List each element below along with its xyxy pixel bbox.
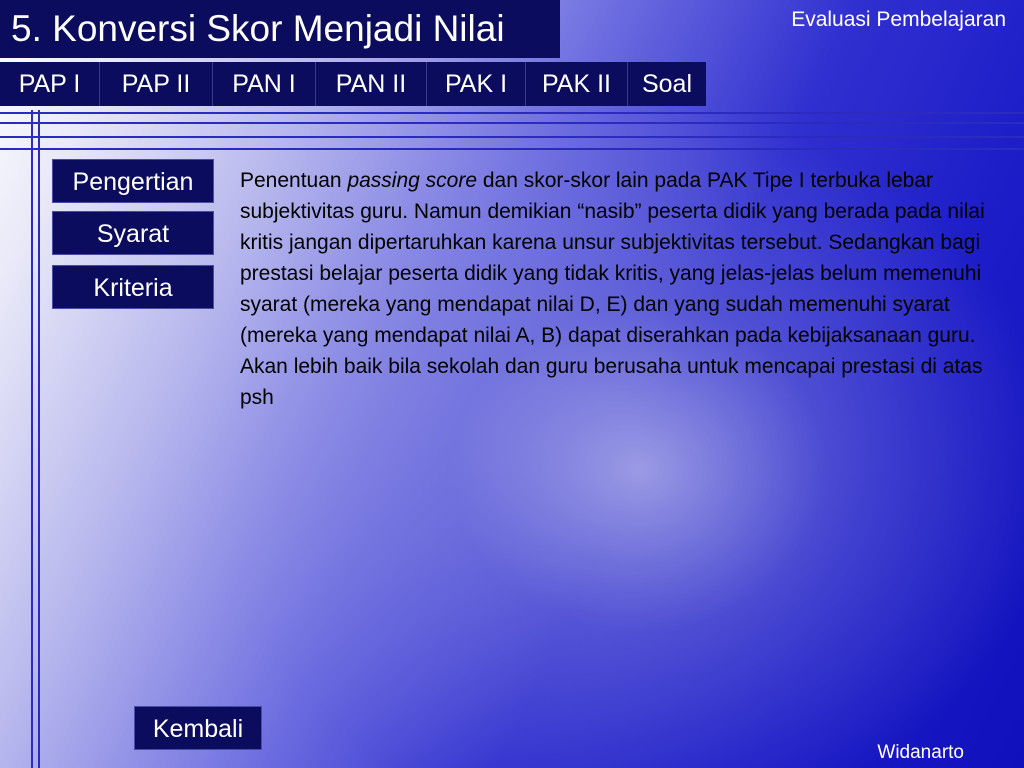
divider-line-vertical [38,110,40,768]
page-title: 5. Konversi Skor Menjadi Nilai [0,0,560,58]
content-body: dan skor-skor lain pada PAK Tipe I terbuka lebar subjektivitas guru. Namun demikian “nasib” peserta didik yang berada pada nilai kritis jangan dipertaruhkan karena unsur subjektivitas tersebut. Sedangkan bagi prestasi belajar peserta didik yang tidak kritis, yang jelas-jelas belum memenuhi syarat (mereka yang mendapat nilai D, E) dan yang sudah memenuhi syarat (mereka yang mendapat nilai A, B) dapat diserahkan pada kebijaksanaan guru. Akan lebih baik bila sekolah dan guru berusaha untuk mencapai prestasi di atas psh [240,169,985,409]
divider-line [0,148,1024,150]
sidebar-item-pengertian[interactable]: Pengertian [52,159,214,203]
content-emphasis: passing score [347,169,478,192]
sidebar-item-syarat[interactable]: Syarat [52,211,214,255]
divider-line-vertical [31,110,33,768]
tab-pak-1[interactable]: PAK I [427,62,526,106]
tab-pap-2[interactable]: PAP II [100,62,213,106]
tab-soal[interactable]: Soal [641,70,693,98]
divider-line [0,112,1024,114]
tab-pak-2[interactable]: PAK II [526,62,628,106]
author-label: Widanarto [877,742,964,763]
course-title: Evaluasi Pembelajaran [791,8,1006,31]
divider-line [0,122,1024,124]
tab-pap-1[interactable]: PAP I [0,62,100,106]
content-prefix: Penentuan [240,169,348,192]
divider-line [0,136,1024,138]
content-paragraph [240,165,1000,413]
back-button[interactable]: Kembali [134,706,262,750]
tab-pan-1[interactable]: PAN I [213,62,316,106]
sidebar-item-kriteria[interactable]: Kriteria [52,265,214,309]
tab-pan-2[interactable]: PAN II [316,62,427,106]
tab-bar [0,62,706,106]
